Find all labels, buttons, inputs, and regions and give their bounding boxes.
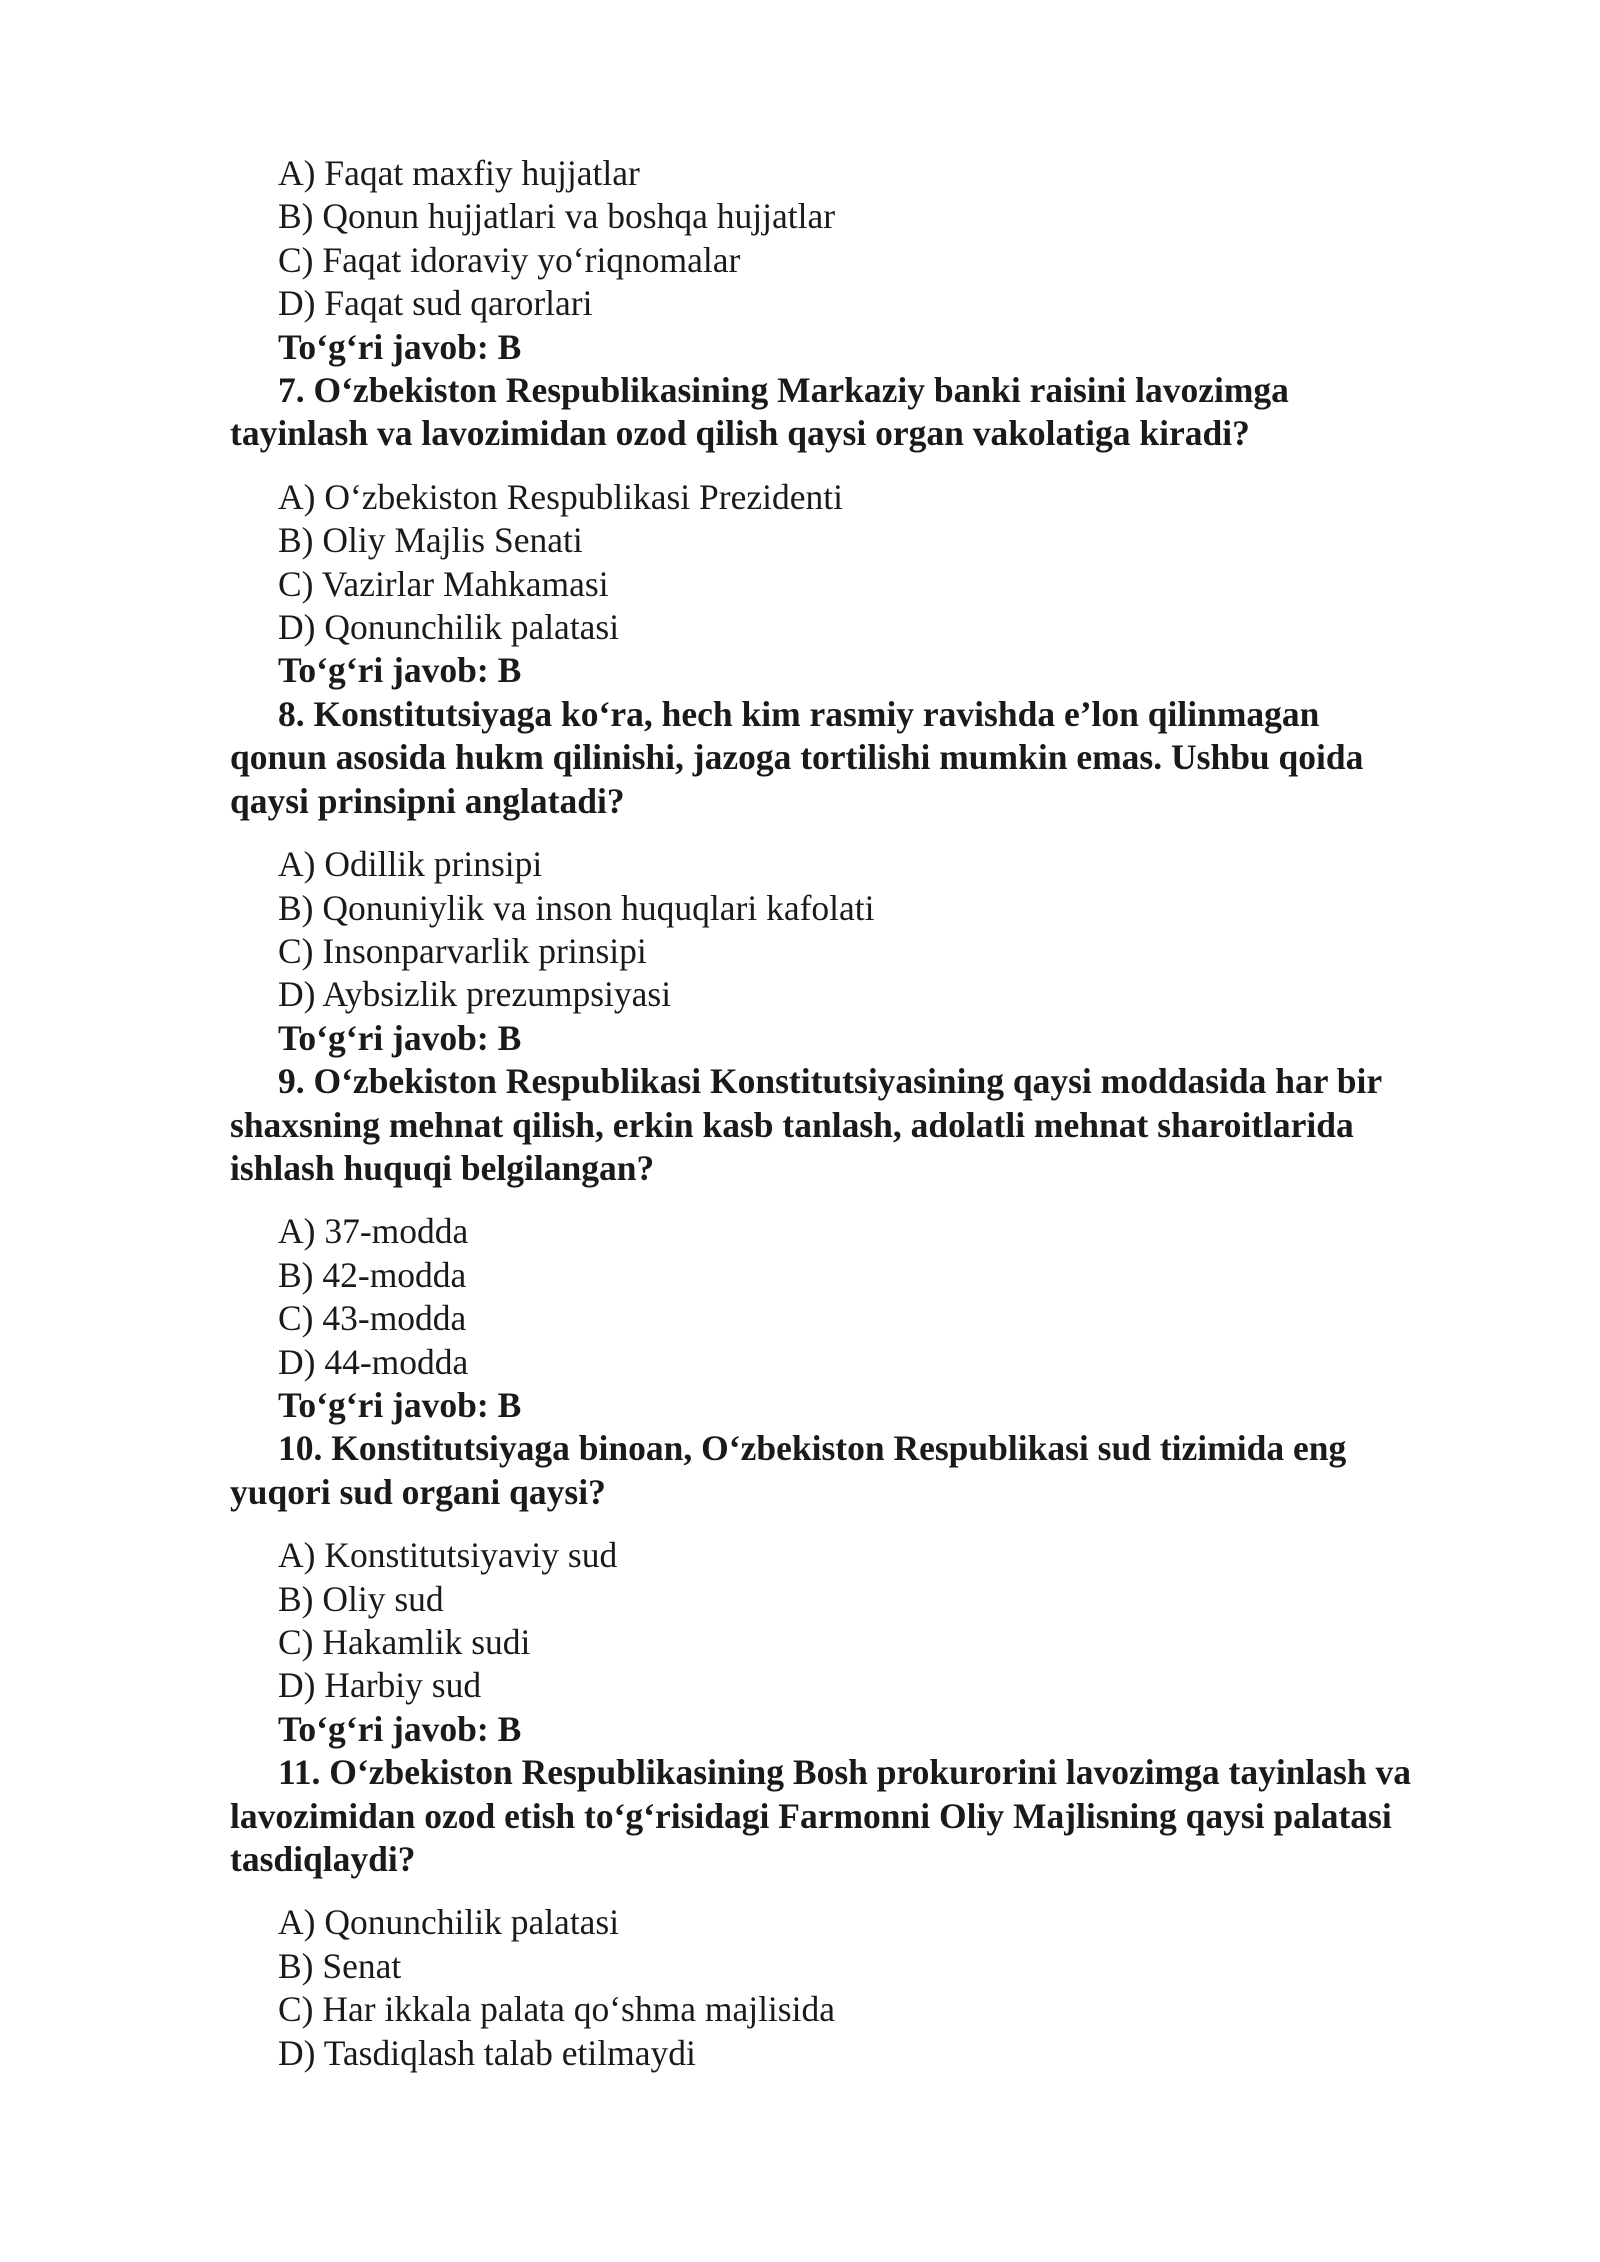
option-d: D) 44-modda [278,1341,469,1382]
question-block-7 [230,369,1500,693]
option-d: D) Harbiy sud [278,1665,482,1706]
option-b: B) Qonun hujjatlari va boshqa hujjatlar [278,196,836,237]
option-d: D) Aybsizlik prezumpsiyasi [278,974,672,1015]
question-text [230,1751,1500,1881]
correct-answer: To‘g‘ri javob: B [278,1017,522,1058]
question-text [230,369,1500,456]
option-d: D) Tasdiqlash talab etilmaydi [278,2032,696,2073]
question-block-11 [230,1751,1500,2075]
question-line: 7. O‘zbekiston Respublikasining Markaziy banki raisini lavozimga [278,370,1289,411]
option-a: A) Faqat maxfiy hujjatlar [278,153,640,193]
option-a: A) Qonunchilik palatasi [278,1902,620,1943]
option-c: C) Hakamlik sudi [278,1622,531,1662]
option-c: C) 43-modda [278,1298,467,1339]
question-block-8 [230,693,1500,1060]
question-line: 10. Konstitutsiyaga binoan, O‘zbekiston Respublikasi sud tizimida eng [278,1428,1347,1469]
option-c: C) Insonparvarlik prinsipi [278,930,647,971]
question-line: 11. O‘zbekiston Respublikasining Bosh prokurorini lavozimga tayinlash va [278,1752,1411,1793]
option-a: A) Konstitutsiyaviy sud [278,1535,618,1576]
question-line: 8. Konstitutsiyaga ko‘ra, hech kim rasmiy ravishda e’lon qilinmagan [278,693,1320,734]
correct-answer: To‘g‘ri javob: B [278,650,522,691]
question-line: qonun asosida hukm qilinishi, jazoga tortilishi mumkin emas. Ushbu qoida [230,737,1364,778]
option-d: D) Qonunchilik palatasi [278,607,620,648]
option-a: A) O‘zbekiston Respublikasi Prezidenti [278,476,843,517]
option-b: B) Senat [278,1945,402,1986]
question-text [230,1427,1500,1514]
option-b: B) 42-modda [278,1254,467,1295]
correct-answer: To‘g‘ri javob: B [278,1708,522,1749]
option-c: C) Vazirlar Mahkamasi [278,563,609,604]
option-d: D) Faqat sud qarorlari [278,283,593,324]
option-b: B) Oliy Majlis Senati [278,520,583,561]
question-text [230,1060,1500,1190]
correct-answer: To‘g‘ri javob: B [278,326,522,367]
document-content [230,152,1500,2075]
question-line: 9. O‘zbekiston Respublikasi Konstitutsiyasining qaysi moddasida har bir [278,1061,1383,1102]
option-a: A) Odillik prinsipi [278,844,543,885]
question-line: qaysi prinsipni anglatadi? [230,780,625,821]
question-line: shaxsning mehnat qilish, erkin kasb tanlash, adolatli mehnat sharoitlarida [230,1104,1354,1145]
option-a: A) 37-modda [278,1211,469,1252]
question-block-9 [230,1060,1500,1427]
question-text [230,693,1500,823]
question-line: yuqori sud organi qaysi? [230,1471,606,1512]
question-line: lavozimidan ozod etish to‘g‘risidagi Farmonni Oliy Majlisning qaysi palatasi [230,1795,1392,1836]
correct-answer: To‘g‘ri javob: B [278,1384,522,1425]
question-line: tasdiqlaydi? [230,1839,416,1880]
option-c: C) Faqat idoraviy yo‘riqnomalar [278,239,741,280]
question-line: ishlash huquqi belgilangan? [230,1147,655,1188]
option-b: B) Qonuniylik va inson huquqlari kafolati [278,887,875,928]
option-c: C) Har ikkala palata qo‘shma majlisida [278,1989,835,2030]
prelude-options [230,152,1500,369]
question-block-10 [230,1427,1500,1751]
option-b: B) Oliy sud [278,1578,444,1619]
question-line: tayinlash va lavozimidan ozod qilish qaysi organ vakolatiga kiradi? [230,413,1250,454]
